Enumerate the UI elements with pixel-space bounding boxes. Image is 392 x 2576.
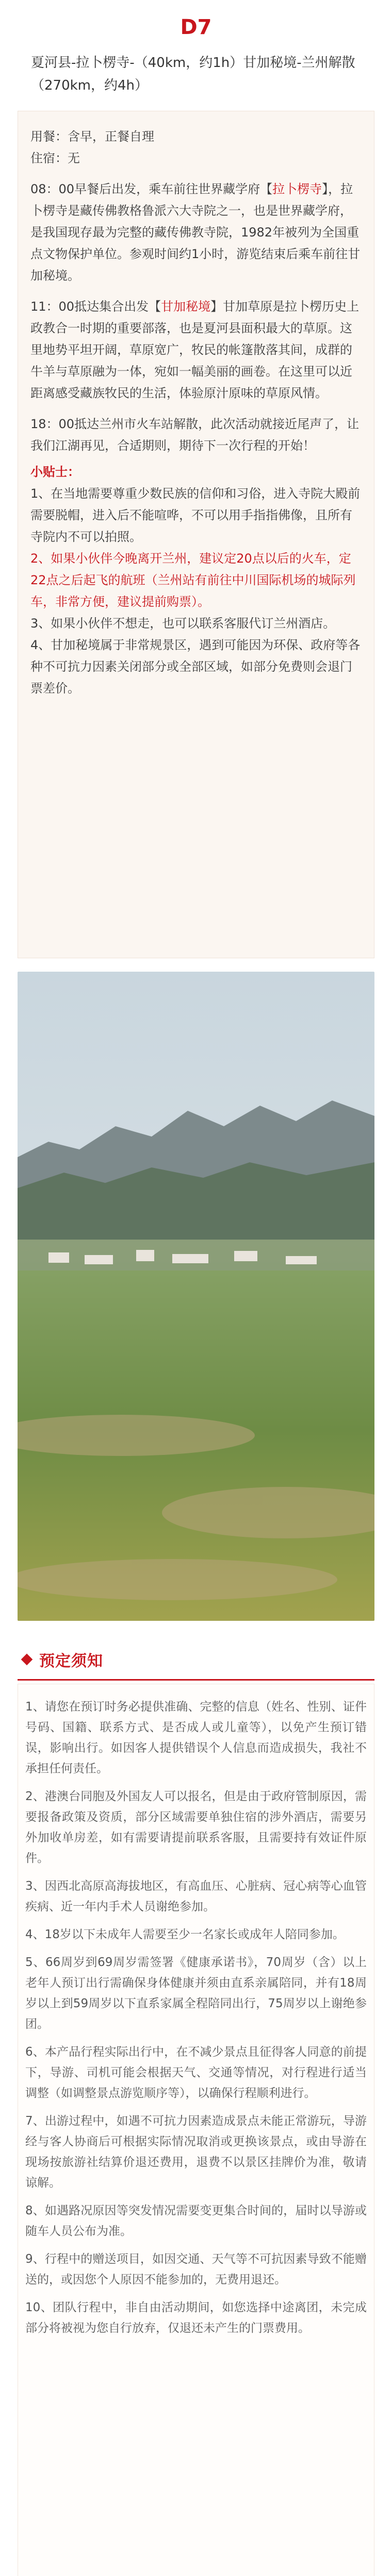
- booking-notes: [18, 1684, 374, 2576]
- note-item: 6、本产品行程实际出行中，在不减少景点且征得客人同意的前提下，导游、司机可能会根据天气、交通等情况，对行程进行适当调整（如调整景点游览顺序等），以确保行程顺利进行。: [25, 2045, 367, 2100]
- para1-text: 08：00早餐后出发，乘车前往世界藏学府【: [30, 182, 273, 196]
- note-item: 1、请您在预订时务必提供准确、完整的信息（姓名、性别、证件号码、国籍、联系方式、是否成人或儿童等），以免产生预订错误，影响出行。如因客人提供错误个人信息而造成损失，我社不承担任何责任。: [25, 1700, 367, 1775]
- tip-item: 1、在当地需要尊重少数民族的信仰和习俗，进入寺院大殿前需要脱帽，进入后不能喧哗，不可以用手指指佛像，且所有寺院内不可以拍照。: [30, 486, 361, 544]
- note-item: 5、66周岁到69周岁需签署《健康承诺书》，70周岁（含）以上老年人预订出行需确保身体健康并须由直系亲属陪同，并有18周岁以上到59周岁以下直系家属全程陪同出行，75周岁以上谢绝参团。: [25, 1956, 367, 2031]
- note-item: 3、因西北高原高海拔地区，有高血压、心脏病、冠心病等心血管疾病、近一年内手术人员谢绝参加。: [25, 1879, 367, 1913]
- landscape-image: [18, 972, 374, 1621]
- ganjia-highlight: 甘加秘境: [161, 299, 211, 314]
- meal-line: 用餐：含早，正餐自理: [30, 129, 154, 144]
- tip-item: 3、如果小伙伴不想走，也可以联系客服代订兰州酒店。: [30, 616, 336, 631]
- diamond-icon: [21, 1654, 33, 1666]
- itinerary-para-3: 18：00抵达兰州市火车站解散，此次活动就接近尾声了，让我们江湖再见，合适期则，期待下一次行程的开始！: [30, 417, 360, 453]
- itinerary-box: [18, 111, 374, 958]
- lodging-line: 住宿：无: [30, 151, 80, 165]
- itinerary-para-2: [30, 296, 362, 404]
- note-item: 4、18岁以下未成年人需要至少一名家长或成年人陪同参加。: [25, 1928, 345, 1941]
- note-item: 9、行程中的赠送项目，如因交通、天气等不可抗因素导致不能赠送的，或因您个人原因不能参加的，无费用退还。: [25, 2252, 367, 2286]
- note-item: 8、如遇路况原因等突发情况需要变更集合时间的，届时以导游或随车人员公布为准。: [25, 2204, 367, 2238]
- day-route: 夏河县-拉卜楞寺-（40km，约1h）甘加秘境-兰州解散（270km，约4h）: [31, 55, 355, 93]
- tip-item: 4、甘加秘境属于非常规景区，遇到可能因为环保、政府等各种不可抗力因素关闭部分或全部区域，如部分免费则会退门票差价。: [30, 638, 361, 696]
- note-item: 2、港澳台同胞及外国友人可以报名，但是由于政府管制原因，需要报备政策及资质，部分区域需要单独住宿的涉外酒店，需要另外加收单房差，如有需要请提前联系客服，且需要持有效证件原件。: [25, 1790, 367, 1865]
- grassland-photo: [18, 972, 374, 1621]
- note-item: 10、团队行程中，非自由活动期间，如您选择中途离团，未完成部分将被视为您自行放弃，仅退还未产生的门票费用。: [25, 2301, 367, 2335]
- day-title: D7: [180, 15, 212, 39]
- note-item: 7、出游过程中，如遇不可抗力因素造成景点未能正常游玩，导游经与客人协商后可根据实际情况取消或更换该景点，或由导游在现场按旅游社结算价退还费用，退费不以景区挂牌价为准，敬请谅解。: [25, 2114, 367, 2190]
- tip-item-highlight: 2、如果小伙伴今晚离开兰州，建议定20点以后的火车，定22点之后起飞的航班（兰州站有前往中川国际机场的城际列车，非常方便，建议提前购票）。: [30, 551, 356, 609]
- itinerary-para-1: [30, 178, 362, 286]
- section-header-booking: [18, 1641, 374, 1677]
- section-divider: [18, 1679, 374, 1681]
- section-title: 预定须知: [39, 1652, 103, 1670]
- para2-text-rest: 】甘加草原是拉卜楞历史上政教合一时期的重要部落，也是夏河县面积最大的草原。这里地势平坦开阔，草原宽广，牧民的帐篷散落其间，成群的牛羊与草原融为一体，宛如一幅美丽的画卷。在这里可以近距离感受藏族牧民的生活，体验原汁原味的草原风情。: [30, 299, 360, 400]
- labrang-monastery-highlight: 拉卜楞寺: [272, 182, 322, 196]
- tips-title: 小贴士：: [30, 465, 80, 479]
- para2-text: 11：00抵达集合出发【: [30, 299, 161, 314]
- para1-text-rest: 】，拉卜楞寺是藏传佛教格鲁派六大寺院之一，也是世界藏学府，是我国现存最为完整的藏传佛教寺院，1982年被列为全国重点文物保护单位。参观时间约1小时，游览结束后乘车前往甘加秘境。: [30, 182, 361, 283]
